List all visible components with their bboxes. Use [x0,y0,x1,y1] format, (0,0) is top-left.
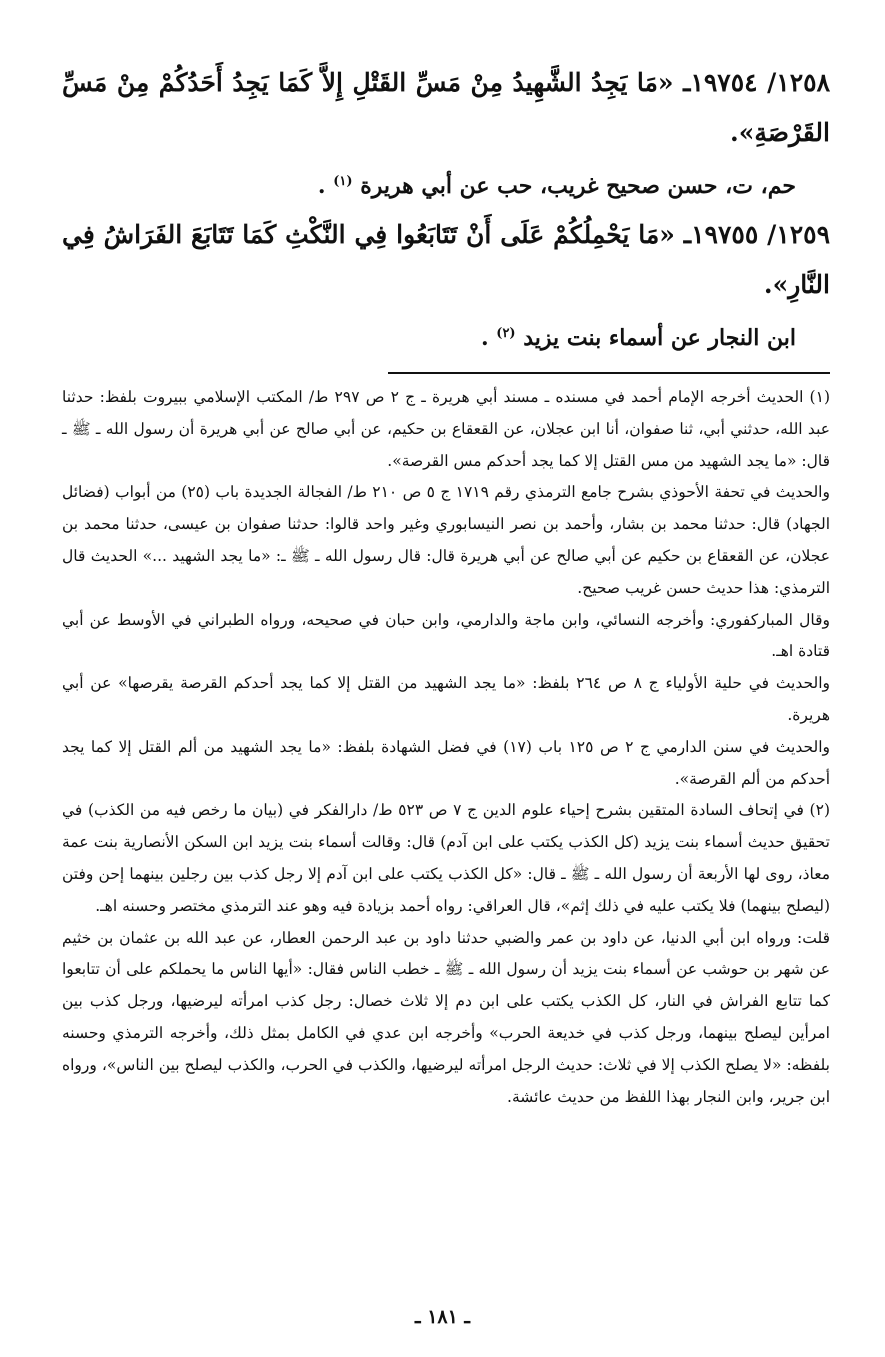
footnotes [62,382,830,1113]
footnote-paragraph: (٢) في إتحاف السادة المتقين بشرح إحياء علوم الدين ج ٧ ص ٥٢٣ ط/ دارالفكر في (بيان ما رخص فيه من الكذب) في تحقيق حديث أسماء بنت يزيد (كل الكذب يكتب على ابن آدم) قال: وقالت أسماء بنت يزيد ابن السكن الأنصارية بنت عمة معاذ، روى لها الأربعة أن رسول الله ـ ﷺ ـ قال: «كل الكذب يكتب على ابن آدم إلا رجل كذب بين رجلين بينهما إحن وفتن (ليصلح بينهما) فلا يكتب عليه في ذلك إثم»، قال العراقي: رواه أحمد بزيادة فيه وهو عند الترمذي مختصر وحسنه اهـ. [62,801,830,915]
hadith-entry-1 [62,58,830,208]
hadith-number: ١٢٥٩/ ١٩٧٥٥ [691,220,830,249]
hadith-source: حم، ت، حسن صحيح غريب، حب عن أبي هريرة $^{(١)}$ . [317,173,796,199]
hadith-text: ١٢٥٩/ ١٩٧٥٥ـ «مَا يَحْمِلُكُمْ عَلَى أَنْ تَتَابَعُوا فِي النَّكْثِ كَمَا تَتَابَعَ الفَرَاشُ فِي النَّارِ». [62,220,830,299]
footnote-paragraph: قلت: ورواه ابن أبي الدنيا، عن داود بن عمر والضبي حدثنا داود بن عبد الرحمن العطار، عن عبد الله بن عثمان بن خثيم عن شهر بن حوشب عن أسماء بنت يزيد أن رسول الله ـ ﷺ ـ خطب الناس فقال: «أيها الناس ما يحملكم على أن تتابعوا كما تتابع الفراش في النار، كل الكذب يكتب على ابن دم إلا ثلاث خصال: رجل كذب امرأته ليرضيها، ورجل كذب بين امرأين ليصلح بينهما، ورجل كذب في خديعة الحرب» وأخرجه ابن عدي في الكامل بمثل ذلك، وأخرجه الترمذي وحسنه بلفظه: «لا يصلح الكذب إلا في ثلاث: حديث الرجل امرأته ليرضيها، والكذب في الحرب، والكذب ليصلح بين الناس»، ورواه ابن جرير، وابن النجار بهذا اللفظ من حديث عائشة. [62,928,830,1106]
footnote-1 [62,382,830,795]
footnote-paragraph: والحديث في سنن الدارمي ج ٢ ص ١٢٥ باب (١٧) في فضل الشهادة بلفظ: «ما يجد الشهيد من ألم القتل إلا كما يجد أحدكم من ألم القرصة». [62,737,830,788]
page-number: ـ ١٨١ ـ [415,1306,470,1328]
footnote-paragraph: وقال المباركفوري: وأخرجه النسائي، وابن ماجة والدارمي، وابن حبان في صحيحه، ورواه الطبراني في الأوسط عن أبي قتادة اهـ. [62,610,830,661]
footnote-marker: (٢) [809,801,830,820]
hadith-entry-2 [62,210,830,360]
hadith-number: ١٢٥٨/ ١٩٧٥٤ [690,68,831,97]
hadith-text: ١٢٥٨/ ١٩٧٥٤ـ «مَا يَجِدُ الشَّهِيدُ مِنْ مَسِّ القَتْلِ إِلاَّ كَمَا يَجِدُ أَحَدُكُمْ مِنْ مَسِّ القَرْصَةِ». [62,68,831,147]
footnote-ref: (١) [333,174,353,189]
footnote-paragraph: والحديث في حلية الأولياء ج ٨ ص ٢٦٤ بلفظ: «ما يجد الشهيد من القتل إلا كما يجد أحدكم القرصة يقرصها» عن أبي هريرة. [62,674,831,724]
footnote-divider [388,372,830,374]
source-text: ابن النجار عن أسماء بنت يزيد [523,325,796,351]
page-body [62,58,830,1113]
hadith-matn: «مَا يَجِدُ الشَّهِيدُ مِنْ مَسِّ القَتْلِ إِلاَّ كَمَا يَجِدُ أَحَدُكُمْ مِنْ مَسِّ القَرْصَةِ». [62,68,830,147]
hadith-source: ابن النجار عن أسماء بنت يزيد $^{(٢)}$ . [480,325,796,351]
hadith-matn: «مَا يَحْمِلُكُمْ عَلَى أَنْ تَتَابَعُوا فِي النَّكْثِ كَمَا تَتَابَعَ الفَرَاشُ فِي النَّارِ». [62,220,830,299]
footnote-2 [62,795,830,1113]
source-text: حم، ت، حسن صحيح غريب، حب عن أبي هريرة [360,173,796,199]
footnote-marker: (١) [809,388,830,406]
footnote-ref: (٢) [496,326,516,341]
footnote-paragraph: (١) الحديث أخرجه الإمام أحمد في مسنده ـ مسند أبي هريرة ـ ج ٢ ص ٢٩٧ ط/ المكتب الإسلامي ببيروت بلفظ: حدثنا عبد الله، حدثني أبي، ثنا صفوان، أنا ابن عجلان، عن القعقاع بن حكيم، عن أبي صالح عن أبي هريرة أن رسول الله ـ ﷺ ـ قال: «ما يجد الشهيد من مس القتل إلا كما يجد أحدكم مس القرصة». [62,388,830,470]
footnote-paragraph: والحديث في تحفة الأحوذي بشرح جامع الترمذي رقم ١٧١٩ ج ٥ ص ٢١٠ ط/ الفجالة الجديدة باب (٢٥) من أبواب (فضائل الجهاد) قال: حدثنا محمد بن بشار، وأحمد بن نصر النيسابوري وغير واحد قالوا: حدثنا صفوان بن عيسى، حدثنا محمد بن عجلان، عن القعقاع بن حكيم عن أبي صالح عن أبي هريرة قال: قال رسول الله ـ ﷺ ـ: «ما يجد الشهيد ...» الحديث قال الترمذي: هذا حديث حسن غريب صحيح. [62,483,830,597]
